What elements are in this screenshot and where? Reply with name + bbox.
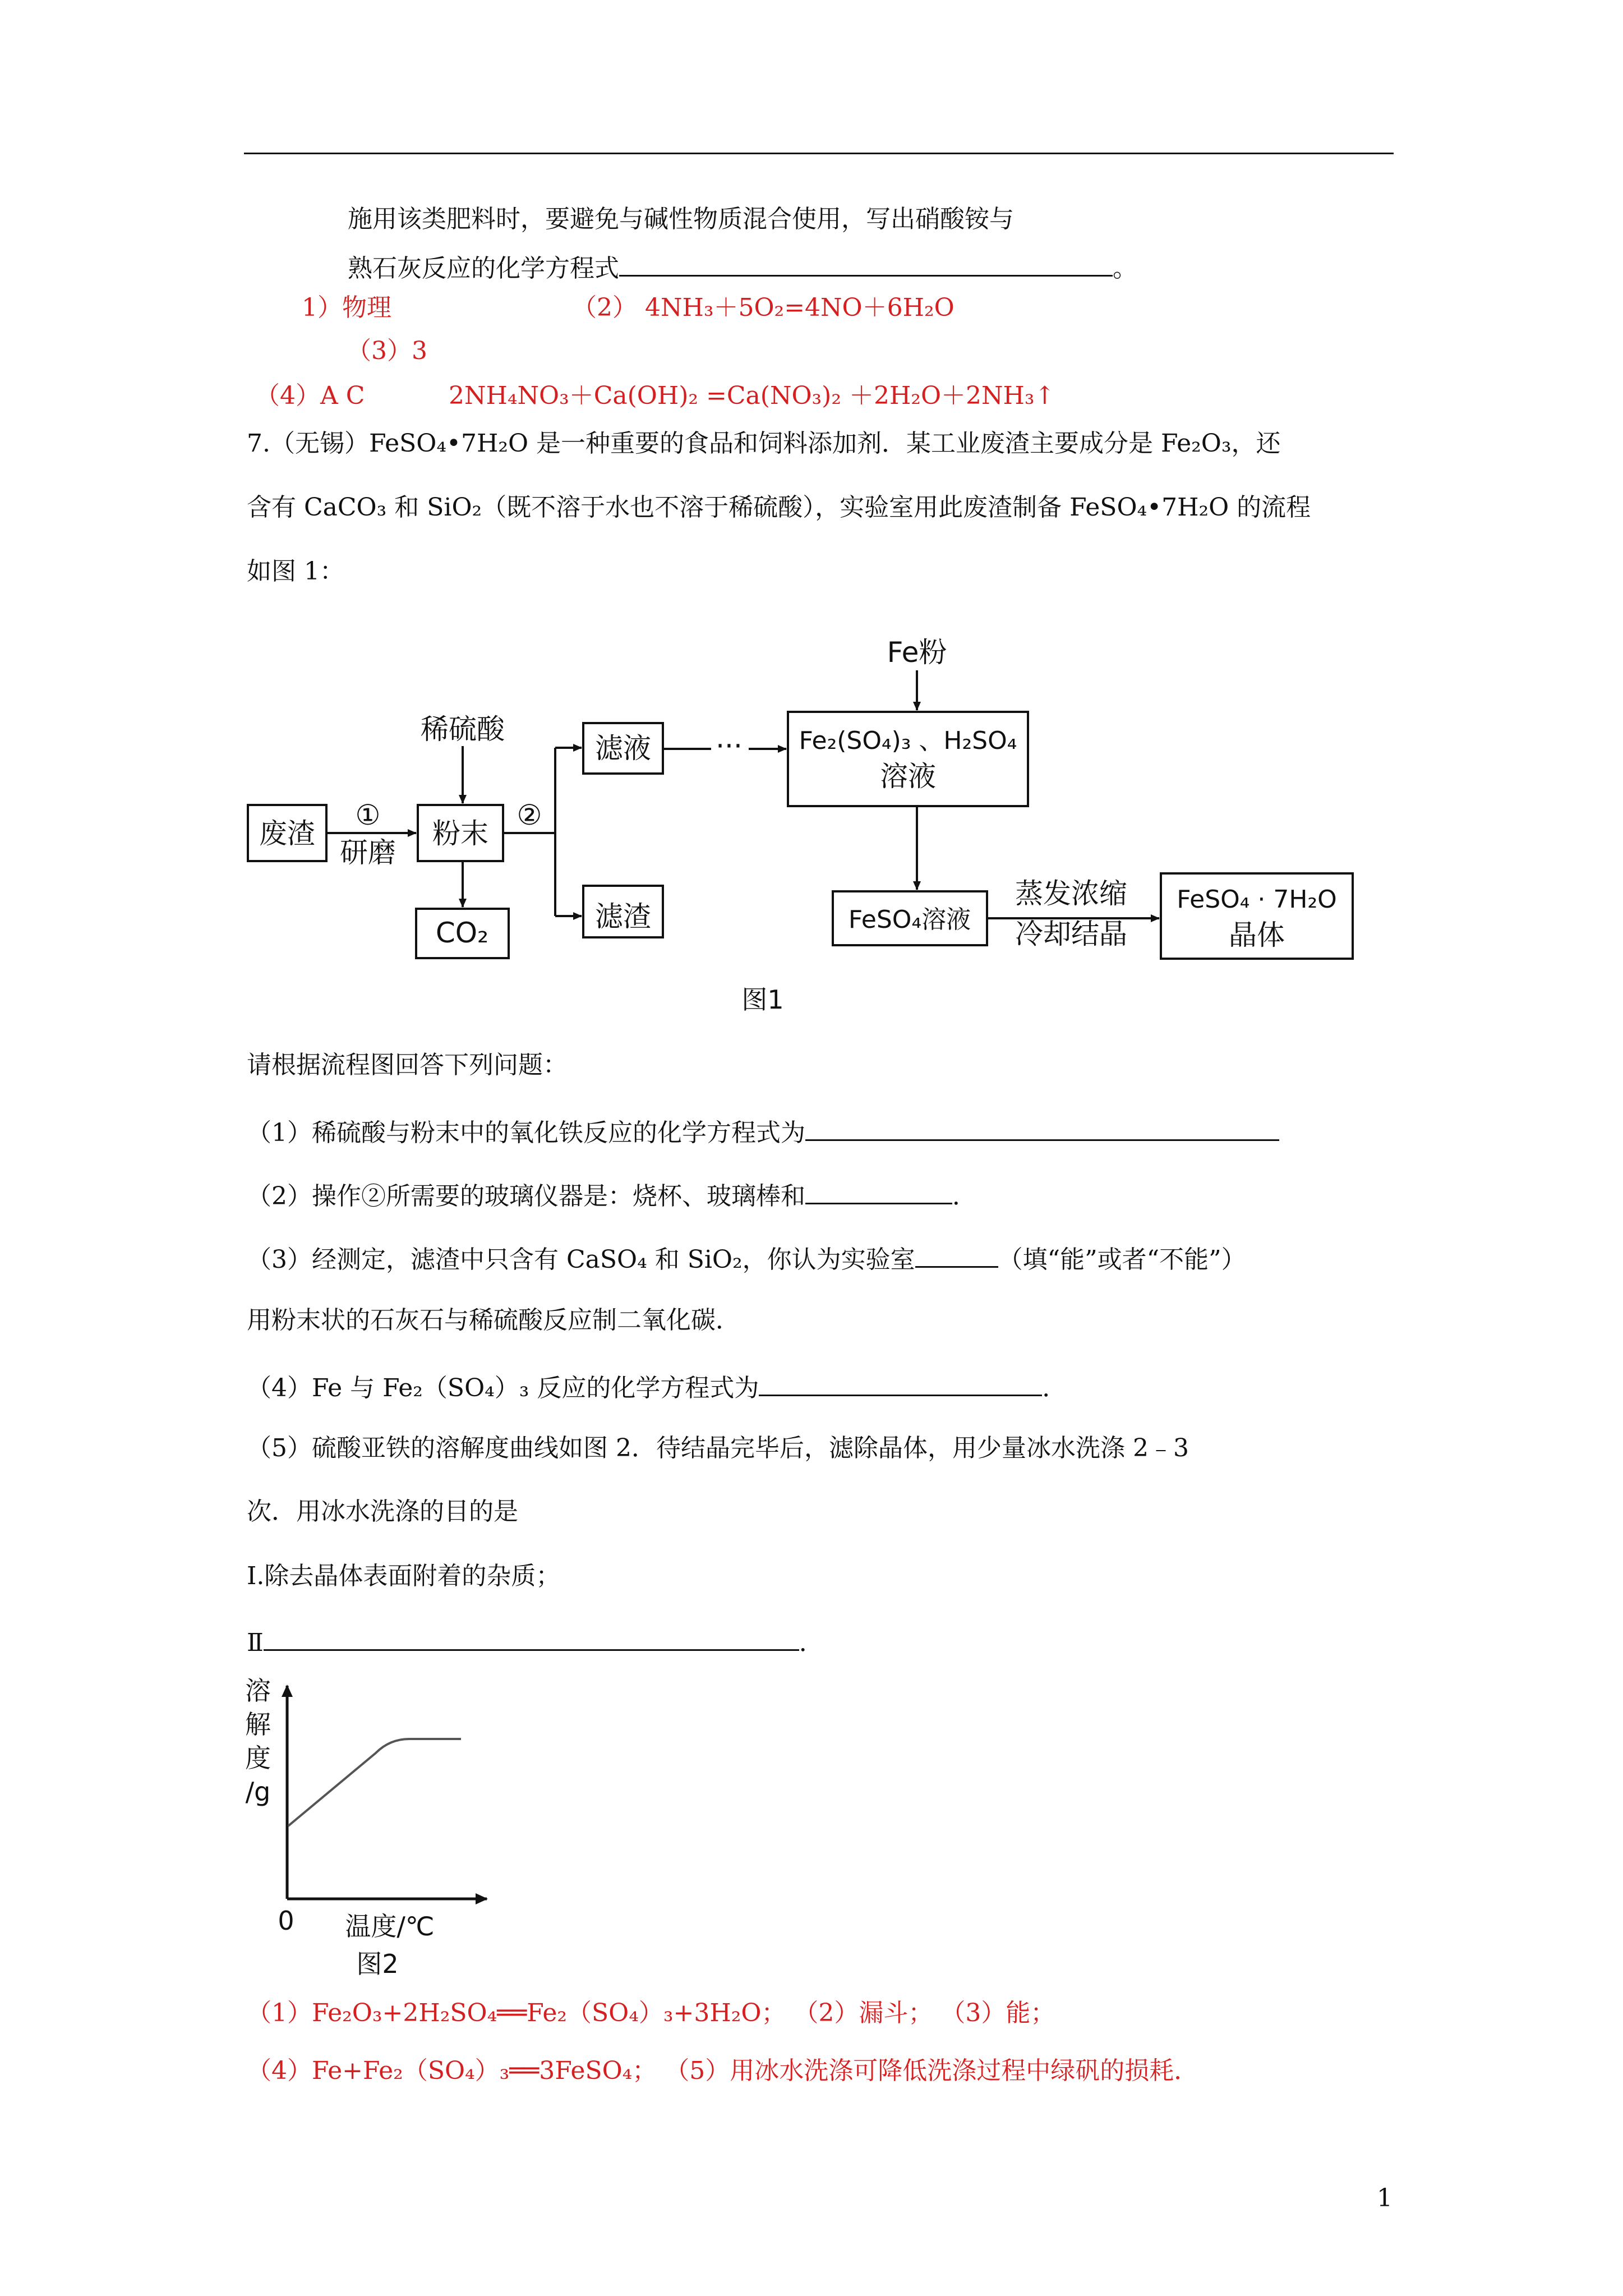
x-axis-label: 温度/℃ <box>345 1911 435 1941</box>
crystal-line-2: 晶体 <box>1229 919 1285 951</box>
question-3-hint: （填“能”或者“不能”） <box>998 1245 1246 1274</box>
answer-line-2: （4）Fe+Fe₂（SO₄）₃══3FeSO₄； （5）用冰水洗涤可降低洗涤过程中绿矾的损耗． <box>247 2056 1199 2085</box>
question-2 <box>247 1177 977 1213</box>
waste-label: 废渣 <box>259 817 315 850</box>
intro-line-2 <box>348 249 1137 285</box>
solubility-curve <box>288 1739 461 1826</box>
prev-answer-4-equation: 2NH₄NO₃＋Ca(OH)₂ =Ca(NO₃)₂ ＋2H₂O＋2NH₃↑ <box>449 381 1055 410</box>
filtrate-label: 滤液 <box>595 732 651 765</box>
question-1-text: （1）稀硫酸与粉末中的氧化铁反应的化学方程式为 <box>247 1119 805 1147</box>
question-3-text: （3）经测定，滤渣中只含有 CaSO₄ 和 SiO₂，你认为实验室 <box>247 1245 915 1274</box>
fe-powder-label: Fe粉 <box>887 636 947 669</box>
mixed-solution-line-2: 溶液 <box>880 760 936 793</box>
question-4 <box>247 1369 1067 1405</box>
purpose-2-label: Ⅱ <box>247 1628 264 1657</box>
origin-label: 0 <box>278 1906 294 1936</box>
question-2-end: ． <box>952 1182 977 1211</box>
purpose-2 <box>247 1623 824 1659</box>
mixed-solution-line-1: Fe₂(SO₄)₃ 、H₂SO₄ <box>799 726 1017 755</box>
step-1-label: ① <box>355 799 381 831</box>
question-7-line-2: 含有 CaCO₃ 和 SiO₂（既不溶于水也不溶于稀硫酸），实验室用此废渣制备 FeSO₄•7H₂O 的流程 <box>247 493 1311 522</box>
powder-label: 粉末 <box>432 817 488 850</box>
prev-answer-2: （2） 4NH₃＋5O₂=4NO＋6H₂O <box>572 293 955 322</box>
cool-crystallize-label: 冷却结晶 <box>1015 918 1127 950</box>
question-5-line-1: （5）硫酸亚铁的溶解度曲线如图 2．待结晶完毕后，滤除晶体，用少量冰水洗涤 2﹣3 <box>247 1434 1189 1462</box>
ellipsis-label: ··· <box>716 730 743 762</box>
answer-blank <box>805 1114 1279 1141</box>
answer-blank <box>264 1623 799 1651</box>
figure-2-caption: 图2 <box>356 1949 399 1979</box>
intro-line-2-end: 。 <box>1113 254 1137 283</box>
questions-intro: 请根据流程图回答下列问题： <box>247 1051 568 1079</box>
page-number: 1 <box>1377 2184 1393 2212</box>
intro-line-1: 施用该类肥料时，要避免与碱性物质混合使用，写出硝酸铵与 <box>348 205 1014 233</box>
purpose-2-end: ． <box>799 1628 824 1657</box>
prev-answer-4-label: （4）A C <box>255 381 365 410</box>
answer-blank <box>619 249 1113 277</box>
y-label-char-3: 度 <box>245 1743 271 1773</box>
question-7-line-3: 如图 1： <box>247 557 344 586</box>
intro-line-2-text: 熟石灰反应的化学方程式 <box>348 254 619 283</box>
crystal-line-1: FeSO₄ · 7H₂O <box>1177 885 1337 914</box>
question-3-line-2: 用粉末状的石灰石与稀硫酸反应制二氧化碳． <box>247 1306 740 1335</box>
feso4-solution-label: FeSO₄溶液 <box>848 905 971 934</box>
step-2-label: ② <box>517 799 542 831</box>
question-5-line-2: 次．用冰水洗涤的目的是 <box>247 1497 518 1526</box>
answer-blank <box>915 1240 998 1268</box>
residue-label: 滤渣 <box>595 900 651 933</box>
question-3-line-1 <box>247 1240 1246 1276</box>
answer-line-1: （1）Fe₂O₃+2H₂SO₄══Fe₂（SO₄）₃+3H₂O； （2）漏斗； （3）能； <box>247 1999 1055 2027</box>
question-4-end: ． <box>1042 1374 1067 1402</box>
prev-answer-3: （3）3 <box>347 337 427 365</box>
purpose-1: Ⅰ.除去晶体表面附着的杂质； <box>247 1562 561 1590</box>
prev-answer-1: 1）物理 <box>302 293 391 322</box>
evaporate-label: 蒸发浓缩 <box>1015 877 1127 910</box>
question-7-line-1: 7.（无锡）FeSO₄•7H₂O 是一种重要的食品和饲料添加剂．某工业废渣主要成分是 Fe₂O₃，还 <box>247 429 1281 458</box>
co2-label: CO₂ <box>435 917 489 949</box>
question-4-text: （4）Fe 与 Fe₂（SO₄）₃ 反应的化学方程式为 <box>247 1374 759 1402</box>
y-label-char-1: 溶 <box>245 1676 271 1706</box>
solubility-graph <box>241 1669 533 1983</box>
dilute-acid-label: 稀硫酸 <box>421 713 505 746</box>
figure-1-caption: 图1 <box>741 984 784 1015</box>
flow-diagram <box>236 609 1413 1035</box>
question-1 <box>247 1114 1279 1149</box>
answer-blank <box>805 1177 952 1204</box>
answer-blank <box>759 1369 1042 1396</box>
y-label-char-2: 解 <box>245 1709 271 1740</box>
question-2-text: （2）操作②所需要的玻璃仪器是：烧杯、玻璃棒和 <box>247 1182 805 1211</box>
header-rule <box>244 153 1394 154</box>
grind-label: 研磨 <box>340 836 396 869</box>
y-label-unit: /g <box>245 1777 271 1807</box>
